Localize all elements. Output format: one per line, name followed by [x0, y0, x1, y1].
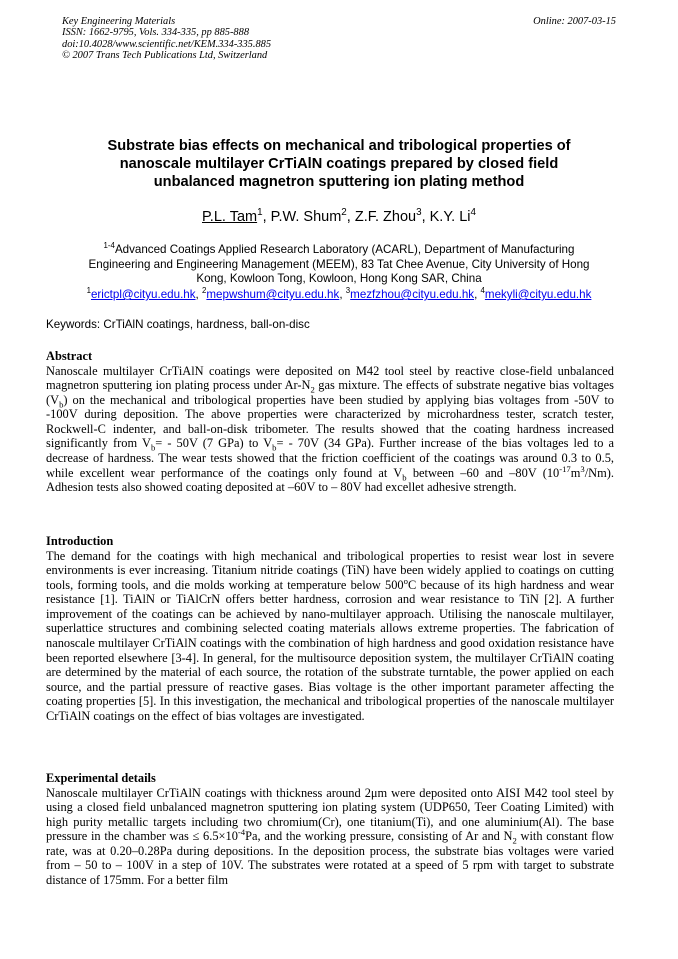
email-link-1[interactable]: erictpl@cityu.edu.hk	[90, 288, 196, 301]
introduction-body: The demand for the coatings with high mechanical and tribological properties to resist wear lost in severe environments is ever increasing. Titanium nitride coatings (TiN) have been widely applied to coatings on cutting tools, forming tools, and die molds working at temperature below 500$^o$C because of its high hardness and wear resistance [1]. TiAlN or TiAlCrN offers better hardness, corrosion and wear resistance to TiN [2]. A further improvement of the coatings can be achieved by nano-multilayer approach. Utilising the nanoscale multilayer, superlattice structures and combining selected coating materials allows extreme properties. The fabrication of nanoscale multilayer CrTiAlN coatings with the combination of high hardness and good oxidation resistance have been reported elsewhere [3-4]. In general, for the multisource deposition system, the multilayer CrTiAlN coating are determined by the material of each source, the rotation of the substrate turntable, the power applied on each source, and the partial pressure of reactive gases. Bias voltage is the other important parameter affecting the coating properties [5]. In this investigation, the mechanical and tribological properties of the nanoscale multilayer CrTiAlN coatings on the effect of bias voltages are investigated.	[46, 548, 614, 723]
affiliation-line-2: Engineering and Engineering Management (MEEM), 83 Tat Chee Avenue, City University of Hong	[88, 257, 590, 271]
experimental-section	[46, 771, 614, 888]
introduction-heading: Introduction	[46, 534, 114, 548]
author-1-mark: 1	[257, 207, 263, 219]
author-2: P.W. Shum	[270, 209, 342, 225]
email-separator: ,	[339, 288, 346, 301]
affiliation-line-1	[40, 243, 638, 258]
journal-copyright: © 2007 Trans Tech Publications Ltd, Switzerland	[62, 50, 268, 62]
experimental-body: Nanoscale multilayer CrTiAlN coatings with thickness around 2μm were deposited onto AISI M42 tool steel by using a closed field unbalanced magnetron sputtering ion plating system (UDP650, Teer Coating Limited) with high purity metallic targets including two chromium(Cr), one titanium(Ti), and one aluminium(Al). The base pressure in the chamber was ≤ $6.5\times 10^{-4}Pa$, and the working pressure, consisting of Ar and $N_2$ with constant flow rate, was at 0.20–0.28Pa during depositions. In the deposition process, the substrate bias voltages were varied from – 50 to – 100V in a step of 10V. The substrates were rotated at a speed of 5 rpm with target to substrate distance of 175mm. For a better film	[46, 785, 614, 887]
email-4-mark: 4	[480, 286, 485, 296]
author-4: K.Y. Li	[429, 209, 471, 225]
email-list	[30, 288, 648, 302]
abstract-body: Nanoscale multilayer CrTiAlN coatings were deposited on M42 tool steel by reactive close-field unbalanced magnetron sputtering ion plating process under $Ar-N_2$ gas mixture. The effects of substrate negative bias voltages $(V_b)$ on the mechanical and tribological properties have been studied by applying bias voltages from -50V to -100V during deposition. The above properties were characterized by microhardness tester, scratch tester, Rockwell-C indenter, and ball-on-disk tribometer. The results showed that the coating hardness increased significantly from $V_b= - 50V$ (7 GPa) to $V_b= - 70V$ (34 GPa). Further increase of the bias voltages led to a decrease of hardness. The wear tests showed that the friction coefficient of the coatings was around 0.3 to 0.5, while excellent wear performance of the coatings only found at $V_b$ between –60 and –80V $(10^{-17}m^3/Nm)$. Adhesion tests also showed coating deposited at –60V to – 80V had excellet adhesive strength.	[46, 363, 614, 495]
title-line-2: nanoscale multilayer CrTiAlN coatings prepared by closed field	[119, 156, 559, 173]
journal-doi: doi:10.4028/www.scientific.net/KEM.334-335.885	[62, 38, 272, 50]
title-line-1: Substrate bias effects on mechanical and tribological properties of	[107, 138, 571, 154]
email-separator: ,	[474, 288, 481, 301]
affiliation-line-3: Kong, Kowloon Tong, Kowloon, Hong Kong SAR, China	[196, 272, 482, 286]
journal-header	[62, 16, 616, 62]
author-3: Z.F. Zhou	[354, 209, 417, 225]
author-1: P.L. Tam	[202, 209, 258, 225]
introduction-section	[46, 534, 614, 723]
affiliation-mark: 1-4	[103, 241, 115, 251]
keywords: Keywords: CrTiAlN coatings, hardness, ball-on-disc	[46, 318, 310, 331]
experimental-heading: Experimental details	[46, 771, 156, 785]
journal-name: Key Engineering Materials	[62, 16, 176, 27]
email-1-mark: 1	[86, 286, 91, 296]
online-date: Online: 2007-03-15	[533, 16, 616, 27]
email-separator: ,	[195, 288, 202, 301]
title-line-3: unbalanced magnetron sputtering ion plating method	[153, 174, 525, 191]
email-2-mark: 2	[202, 286, 207, 296]
affiliation	[40, 243, 638, 287]
email-link-2[interactable]: mepwshum@cityu.edu.hk	[206, 288, 340, 301]
author-4-mark: 4	[470, 207, 476, 219]
author-3-mark: 3	[416, 207, 422, 219]
paper-title	[50, 137, 628, 192]
email-3-mark: 3	[345, 286, 351, 296]
affiliation-text-1: Advanced Coatings Applied Research Laboratory (ACARL), Department of Manufacturing	[114, 243, 575, 256]
author-separator: ,	[346, 209, 355, 225]
email-link-4[interactable]: mekyli@cityu.edu.hk	[484, 288, 592, 301]
author-list	[40, 208, 638, 226]
abstract-heading: Abstract	[46, 349, 93, 363]
author-separator: ,	[421, 209, 430, 225]
author-2-mark: 2	[341, 207, 347, 219]
abstract-section	[46, 349, 614, 495]
email-link-3[interactable]: mezfzhou@cityu.edu.hk	[350, 288, 475, 301]
journal-issn: ISSN: 1662-9795, Vols. 334-335, pp 885-888	[62, 27, 250, 39]
author-separator: ,	[262, 209, 271, 225]
